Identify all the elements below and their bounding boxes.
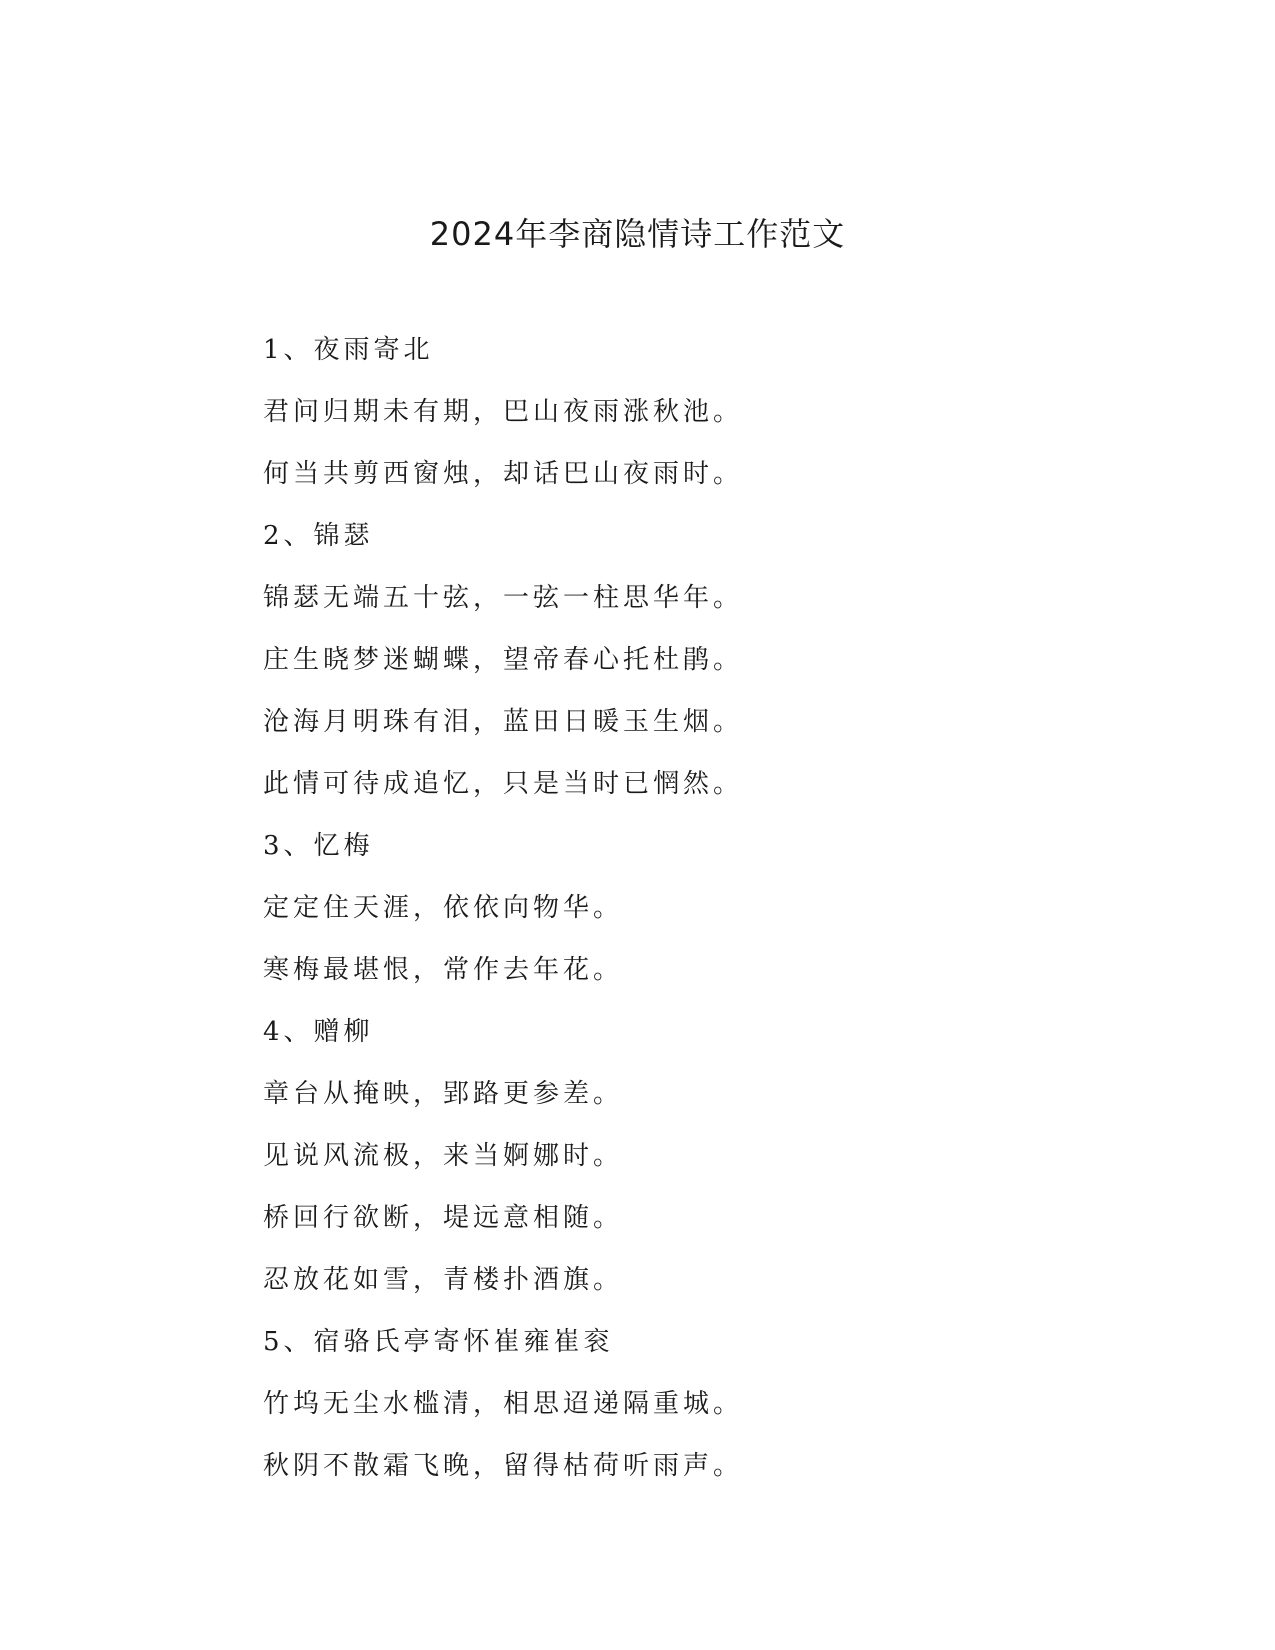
poem-line: 锦瑟无端五十弦，一弦一柱思华年。 (263, 583, 744, 613)
poem-heading: 3、忆梅 (263, 831, 374, 861)
poem-line: 此情可待成追忆，只是当时已惘然。 (263, 769, 744, 799)
poem-line: 竹坞无尘水槛清，相思迢递隔重城。 (263, 1389, 744, 1419)
poem-heading: 4、赠柳 (263, 1017, 374, 1047)
poem-line: 定定住天涯，依依向物华。 (263, 893, 624, 923)
poem-line: 秋阴不散霜飞晚，留得枯荷听雨声。 (263, 1451, 744, 1481)
poem-heading: 2、锦瑟 (263, 521, 374, 551)
poem-heading: 1、夜雨寄北 (263, 335, 434, 365)
poem-line: 忍放花如雪，青楼扑酒旗。 (263, 1265, 624, 1295)
poem-line: 寒梅最堪恨，常作去年花。 (263, 955, 624, 985)
poem-line: 沧海月明珠有泪，蓝田日暖玉生烟。 (263, 707, 744, 737)
poem-line: 庄生晓梦迷蝴蝶，望帝春心托杜鹃。 (263, 645, 744, 675)
poem-line: 章台从掩映，郢路更参差。 (263, 1079, 624, 1109)
poem-heading: 5、宿骆氏亭寄怀崔雍崔衮 (263, 1327, 614, 1357)
poem-line: 见说风流极，来当婀娜时。 (263, 1141, 624, 1171)
poem-line: 桥回行欲断，堤远意相随。 (263, 1203, 624, 1233)
poem-line: 何当共剪西窗烛，却话巴山夜雨时。 (263, 459, 744, 489)
poem-line: 君问归期未有期，巴山夜雨涨秋池。 (263, 397, 744, 427)
document-title: 2024年李商隐情诗工作范文 (429, 215, 846, 253)
document-body (263, 328, 1163, 1506)
